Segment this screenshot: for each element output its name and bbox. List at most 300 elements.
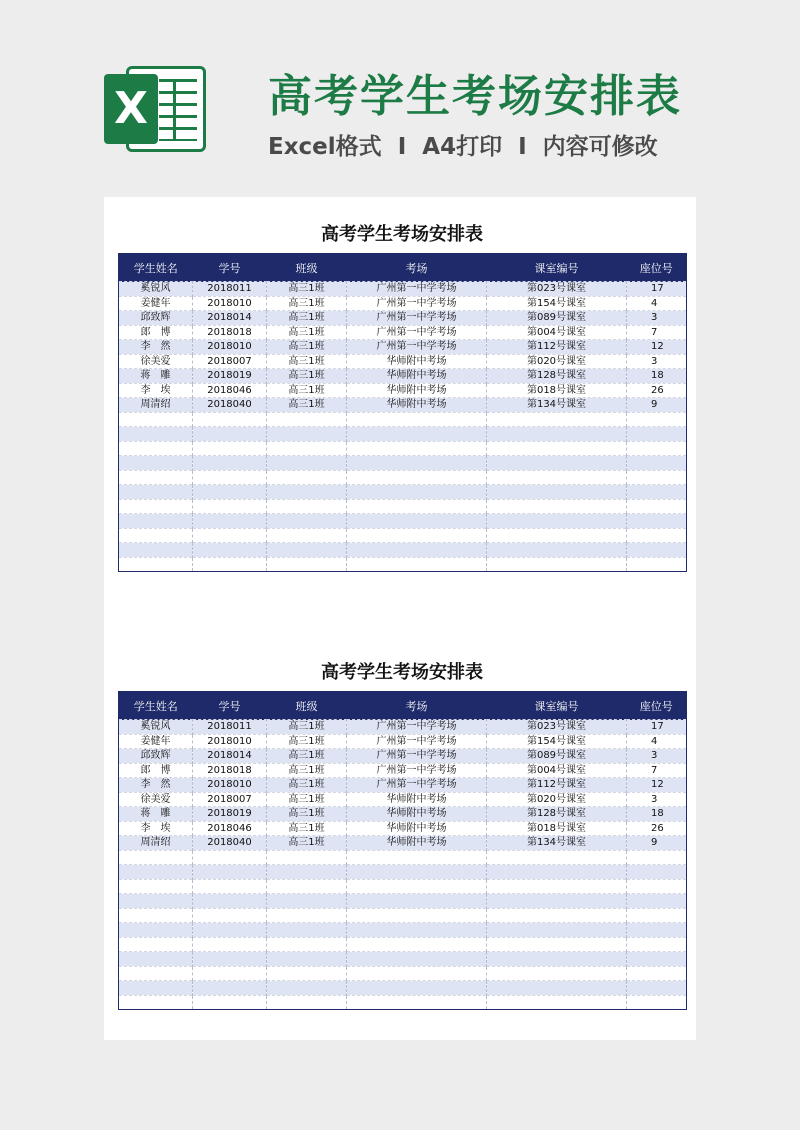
column-header-student-id: 学号: [193, 692, 267, 720]
cell-seat-number: 4: [627, 734, 687, 749]
cell-student-id: 2018010: [193, 296, 267, 311]
cell-class: [267, 995, 347, 1010]
cell-exam-site: [347, 470, 487, 485]
cell-seat-number: 9: [627, 836, 687, 851]
cell-student-name: 郎 博: [119, 325, 193, 340]
cell-exam-site: 广州第一中学考场: [347, 720, 487, 735]
cell-room-number: 第023号课室: [487, 282, 627, 297]
cell-class: 高三1班: [267, 311, 347, 326]
table-row: [119, 325, 687, 340]
cell-room-number: 第134号课室: [487, 836, 627, 851]
cell-student-id: 2018007: [193, 354, 267, 369]
subtitle-separator: I: [397, 134, 407, 160]
cell-room-number: 第089号课室: [487, 311, 627, 326]
table-row: [119, 514, 687, 529]
cell-exam-site: 华师附中考场: [347, 383, 487, 398]
cell-class: 高三1班: [267, 778, 347, 793]
cell-student-name: 周清绍: [119, 398, 193, 413]
cell-class: [267, 470, 347, 485]
cell-class: 高三1班: [267, 792, 347, 807]
cell-class: [267, 952, 347, 967]
table-row: [119, 821, 687, 836]
table-row: [119, 937, 687, 952]
cell-seat-number: [627, 923, 687, 938]
cell-student-name: [119, 528, 193, 543]
cell-class: [267, 908, 347, 923]
cell-room-number: 第128号课室: [487, 807, 627, 822]
cell-seat-number: [627, 850, 687, 865]
cell-student-name: [119, 952, 193, 967]
table-row: [119, 865, 687, 880]
cell-seat-number: 3: [627, 792, 687, 807]
cell-student-name: [119, 441, 193, 456]
cell-student-id: 2018018: [193, 325, 267, 340]
table-row: [119, 383, 687, 398]
cell-room-number: 第018号课室: [487, 383, 627, 398]
cell-class: [267, 514, 347, 529]
cell-room-number: [487, 952, 627, 967]
table-row: [119, 792, 687, 807]
table-row: [119, 427, 687, 442]
table-row: [119, 763, 687, 778]
table-row: [119, 311, 687, 326]
cell-class: 高三1班: [267, 821, 347, 836]
cell-exam-site: 广州第一中学考场: [347, 749, 487, 764]
cell-seat-number: [627, 427, 687, 442]
cell-room-number: [487, 937, 627, 952]
cell-room-number: [487, 427, 627, 442]
cell-student-id: [193, 908, 267, 923]
cell-student-id: [193, 499, 267, 514]
cell-room-number: [487, 850, 627, 865]
column-header-student-name: 学生姓名: [119, 692, 193, 720]
cell-student-name: 徐美爱: [119, 792, 193, 807]
table-row: [119, 981, 687, 996]
subtitle-separator: I: [518, 134, 527, 160]
cell-room-number: [487, 543, 627, 558]
page-subtitle: [268, 128, 658, 161]
cell-student-name: [119, 499, 193, 514]
cell-exam-site: [347, 543, 487, 558]
cell-student-id: [193, 412, 267, 427]
table-row: [119, 557, 687, 572]
cell-student-name: 李 埃: [119, 821, 193, 836]
cell-room-number: [487, 879, 627, 894]
cell-room-number: 第020号课室: [487, 792, 627, 807]
cell-student-name: 李 然: [119, 340, 193, 355]
cell-student-id: [193, 543, 267, 558]
cell-room-number: [487, 485, 627, 500]
cell-class: 高三1班: [267, 282, 347, 297]
cell-student-name: [119, 470, 193, 485]
cell-student-name: 邱致辉: [119, 749, 193, 764]
cell-exam-site: [347, 966, 487, 981]
cell-student-id: 2018018: [193, 763, 267, 778]
cell-student-id: [193, 470, 267, 485]
cell-student-id: [193, 441, 267, 456]
cell-class: [267, 966, 347, 981]
cell-class: 高三1班: [267, 398, 347, 413]
cell-room-number: 第020号课室: [487, 354, 627, 369]
cell-exam-site: [347, 499, 487, 514]
cell-student-name: 奚锐风: [119, 720, 193, 735]
cell-seat-number: 7: [627, 763, 687, 778]
cell-student-id: [193, 981, 267, 996]
cell-room-number: [487, 865, 627, 880]
subtitle-format: Excel格式: [268, 134, 382, 160]
column-header-student-name: 学生姓名: [119, 254, 193, 282]
table-row: [119, 369, 687, 384]
cell-class: 高三1班: [267, 383, 347, 398]
table-row: [119, 340, 687, 355]
subtitle-editable: 内容可修改: [542, 134, 658, 160]
table-row: [119, 923, 687, 938]
cell-exam-site: [347, 937, 487, 952]
exam-arrangement-table: [118, 253, 687, 572]
cell-exam-site: [347, 528, 487, 543]
cell-seat-number: 17: [627, 720, 687, 735]
cell-exam-site: 华师附中考场: [347, 354, 487, 369]
cell-student-name: [119, 995, 193, 1010]
cell-student-name: 蒋 雕: [119, 369, 193, 384]
cell-student-name: 李 然: [119, 778, 193, 793]
cell-exam-site: [347, 412, 487, 427]
cell-room-number: 第134号课室: [487, 398, 627, 413]
cell-room-number: 第154号课室: [487, 296, 627, 311]
cell-exam-site: [347, 923, 487, 938]
table-row: [119, 879, 687, 894]
column-header-class: 班级: [267, 254, 347, 282]
cell-student-id: [193, 456, 267, 471]
cell-student-name: [119, 456, 193, 471]
cell-seat-number: [627, 952, 687, 967]
cell-exam-site: 广州第一中学考场: [347, 282, 487, 297]
subtitle-print: A4打印: [422, 134, 503, 160]
cell-exam-site: 华师附中考场: [347, 369, 487, 384]
banner: [0, 0, 800, 190]
excel-logo-letter: X: [104, 74, 158, 144]
cell-room-number: [487, 412, 627, 427]
cell-student-id: [193, 528, 267, 543]
cell-student-id: 2018014: [193, 749, 267, 764]
cell-class: 高三1班: [267, 749, 347, 764]
table-row: [119, 296, 687, 311]
cell-student-id: 2018014: [193, 311, 267, 326]
cell-student-name: 郎 博: [119, 763, 193, 778]
cell-room-number: [487, 966, 627, 981]
cell-seat-number: 12: [627, 778, 687, 793]
cell-seat-number: [627, 865, 687, 880]
cell-seat-number: [627, 470, 687, 485]
cell-seat-number: [627, 879, 687, 894]
cell-class: [267, 923, 347, 938]
cell-exam-site: [347, 850, 487, 865]
table-row: [119, 485, 687, 500]
cell-exam-site: [347, 879, 487, 894]
table-row: [119, 894, 687, 909]
cell-class: [267, 850, 347, 865]
cell-exam-site: 华师附中考场: [347, 398, 487, 413]
table-row: [119, 807, 687, 822]
cell-student-id: 2018010: [193, 734, 267, 749]
cell-seat-number: [627, 966, 687, 981]
cell-exam-site: [347, 952, 487, 967]
cell-student-name: 李 埃: [119, 383, 193, 398]
cell-room-number: [487, 908, 627, 923]
cell-exam-site: 广州第一中学考场: [347, 325, 487, 340]
cell-seat-number: [627, 441, 687, 456]
table-row: [119, 499, 687, 514]
cell-seat-number: 26: [627, 383, 687, 398]
cell-room-number: [487, 456, 627, 471]
cell-class: [267, 865, 347, 880]
cell-student-name: [119, 485, 193, 500]
cell-class: 高三1班: [267, 734, 347, 749]
cell-seat-number: [627, 937, 687, 952]
cell-student-name: 徐美爱: [119, 354, 193, 369]
cell-student-id: 2018019: [193, 807, 267, 822]
table-row: [119, 995, 687, 1010]
cell-exam-site: [347, 908, 487, 923]
cell-student-name: [119, 908, 193, 923]
cell-class: [267, 981, 347, 996]
cell-exam-site: 华师附中考场: [347, 821, 487, 836]
cell-class: [267, 894, 347, 909]
table-row: [119, 456, 687, 471]
cell-exam-site: 广州第一中学考场: [347, 296, 487, 311]
cell-student-name: [119, 966, 193, 981]
cell-room-number: [487, 557, 627, 572]
table-row: [119, 441, 687, 456]
table-row: [119, 470, 687, 485]
table-header-row: [119, 692, 687, 720]
cell-seat-number: [627, 894, 687, 909]
cell-seat-number: 4: [627, 296, 687, 311]
cell-class: 高三1班: [267, 807, 347, 822]
cell-exam-site: [347, 981, 487, 996]
table-row: [119, 528, 687, 543]
table-row: [119, 952, 687, 967]
cell-exam-site: [347, 427, 487, 442]
column-header-exam-site: 考场: [347, 254, 487, 282]
cell-seat-number: [627, 908, 687, 923]
table-header-row: [119, 254, 687, 282]
cell-exam-site: [347, 557, 487, 572]
cell-seat-number: 3: [627, 311, 687, 326]
column-header-seat-number: 座位号: [627, 254, 687, 282]
cell-class: [267, 412, 347, 427]
cell-seat-number: 3: [627, 354, 687, 369]
cell-student-id: [193, 937, 267, 952]
cell-class: [267, 937, 347, 952]
sheet-1: [118, 219, 686, 572]
cell-seat-number: [627, 499, 687, 514]
column-header-class: 班级: [267, 692, 347, 720]
cell-room-number: [487, 923, 627, 938]
cell-student-name: 奚锐风: [119, 282, 193, 297]
cell-student-name: [119, 412, 193, 427]
cell-student-name: [119, 923, 193, 938]
table-row: [119, 412, 687, 427]
cell-room-number: [487, 470, 627, 485]
cell-room-number: 第023号课室: [487, 720, 627, 735]
table-row: [119, 734, 687, 749]
column-header-exam-site: 考场: [347, 692, 487, 720]
cell-class: 高三1班: [267, 369, 347, 384]
cell-student-id: [193, 427, 267, 442]
cell-seat-number: 26: [627, 821, 687, 836]
table-row: [119, 778, 687, 793]
cell-class: [267, 543, 347, 558]
cell-student-id: 2018040: [193, 836, 267, 851]
cell-seat-number: [627, 995, 687, 1010]
cell-room-number: 第128号课室: [487, 369, 627, 384]
cell-exam-site: [347, 865, 487, 880]
cell-student-id: 2018011: [193, 720, 267, 735]
sheet-2: [118, 657, 686, 1010]
cell-student-name: [119, 981, 193, 996]
cell-seat-number: [627, 412, 687, 427]
cell-seat-number: 7: [627, 325, 687, 340]
cell-room-number: 第018号课室: [487, 821, 627, 836]
cell-seat-number: [627, 557, 687, 572]
cell-student-id: [193, 557, 267, 572]
cell-exam-site: [347, 485, 487, 500]
cell-student-name: [119, 850, 193, 865]
cell-student-name: 邱致辉: [119, 311, 193, 326]
cell-exam-site: 广州第一中学考场: [347, 311, 487, 326]
cell-exam-site: 华师附中考场: [347, 807, 487, 822]
cell-student-id: [193, 879, 267, 894]
cell-class: 高三1班: [267, 340, 347, 355]
cell-exam-site: 广州第一中学考场: [347, 763, 487, 778]
cell-student-id: [193, 850, 267, 865]
cell-exam-site: [347, 995, 487, 1010]
cell-student-id: [193, 894, 267, 909]
table-row: [119, 966, 687, 981]
cell-student-name: [119, 894, 193, 909]
cell-room-number: [487, 514, 627, 529]
cell-room-number: 第004号课室: [487, 763, 627, 778]
cell-student-name: [119, 557, 193, 572]
cell-seat-number: 18: [627, 369, 687, 384]
cell-seat-number: 18: [627, 807, 687, 822]
cell-class: [267, 528, 347, 543]
cell-room-number: 第089号课室: [487, 749, 627, 764]
cell-class: [267, 427, 347, 442]
column-header-seat-number: 座位号: [627, 692, 687, 720]
cell-class: [267, 456, 347, 471]
cell-room-number: [487, 981, 627, 996]
sheet-title: 高考学生考场安排表: [321, 224, 483, 245]
cell-seat-number: [627, 543, 687, 558]
cell-student-id: [193, 966, 267, 981]
cell-class: 高三1班: [267, 763, 347, 778]
page-title: 高考学生考场安排表: [268, 71, 682, 122]
cell-student-id: [193, 923, 267, 938]
cell-student-id: [193, 865, 267, 880]
cell-class: [267, 879, 347, 894]
cell-class: [267, 499, 347, 514]
cell-student-id: 2018011: [193, 282, 267, 297]
cell-room-number: 第004号课室: [487, 325, 627, 340]
cell-student-name: [119, 543, 193, 558]
cell-student-name: 姜健年: [119, 296, 193, 311]
cell-exam-site: 广州第一中学考场: [347, 734, 487, 749]
table-row: [119, 720, 687, 735]
table-row: [119, 354, 687, 369]
cell-exam-site: [347, 894, 487, 909]
cell-student-name: [119, 865, 193, 880]
cell-student-id: 2018010: [193, 340, 267, 355]
cell-student-name: 蒋 雕: [119, 807, 193, 822]
cell-student-id: 2018040: [193, 398, 267, 413]
sheet-title: 高考学生考场安排表: [321, 662, 483, 683]
cell-room-number: [487, 499, 627, 514]
cell-exam-site: [347, 456, 487, 471]
cell-student-id: [193, 514, 267, 529]
cell-student-id: 2018010: [193, 778, 267, 793]
cell-seat-number: 17: [627, 282, 687, 297]
cell-student-id: [193, 995, 267, 1010]
table-row: [119, 398, 687, 413]
cell-exam-site: [347, 514, 487, 529]
cell-student-id: 2018007: [193, 792, 267, 807]
cell-student-name: 姜健年: [119, 734, 193, 749]
cell-seat-number: 3: [627, 749, 687, 764]
cell-exam-site: 广州第一中学考场: [347, 778, 487, 793]
column-header-room-number: 课室编号: [487, 692, 627, 720]
cell-room-number: [487, 528, 627, 543]
cell-seat-number: [627, 528, 687, 543]
cell-class: 高三1班: [267, 325, 347, 340]
cell-student-id: [193, 952, 267, 967]
cell-class: [267, 557, 347, 572]
excel-logo-icon: [100, 62, 210, 154]
column-header-student-id: 学号: [193, 254, 267, 282]
cell-class: [267, 485, 347, 500]
table-row: [119, 850, 687, 865]
cell-room-number: [487, 894, 627, 909]
cell-class: 高三1班: [267, 720, 347, 735]
cell-room-number: 第112号课室: [487, 778, 627, 793]
cell-class: [267, 441, 347, 456]
cell-class: 高三1班: [267, 836, 347, 851]
cell-student-id: 2018019: [193, 369, 267, 384]
cell-student-id: 2018046: [193, 383, 267, 398]
cell-room-number: [487, 441, 627, 456]
cell-seat-number: [627, 514, 687, 529]
cell-student-id: 2018046: [193, 821, 267, 836]
cell-room-number: [487, 995, 627, 1010]
cell-exam-site: 华师附中考场: [347, 836, 487, 851]
cell-student-name: [119, 879, 193, 894]
cell-seat-number: 9: [627, 398, 687, 413]
cell-class: 高三1班: [267, 354, 347, 369]
cell-exam-site: 广州第一中学考场: [347, 340, 487, 355]
cell-student-name: [119, 514, 193, 529]
table-row: [119, 282, 687, 297]
cell-class: 高三1班: [267, 296, 347, 311]
cell-seat-number: [627, 981, 687, 996]
table-row: [119, 543, 687, 558]
table-row: [119, 749, 687, 764]
column-header-room-number: 课室编号: [487, 254, 627, 282]
table-row: [119, 836, 687, 851]
cell-exam-site: 华师附中考场: [347, 792, 487, 807]
cell-seat-number: 12: [627, 340, 687, 355]
cell-exam-site: [347, 441, 487, 456]
